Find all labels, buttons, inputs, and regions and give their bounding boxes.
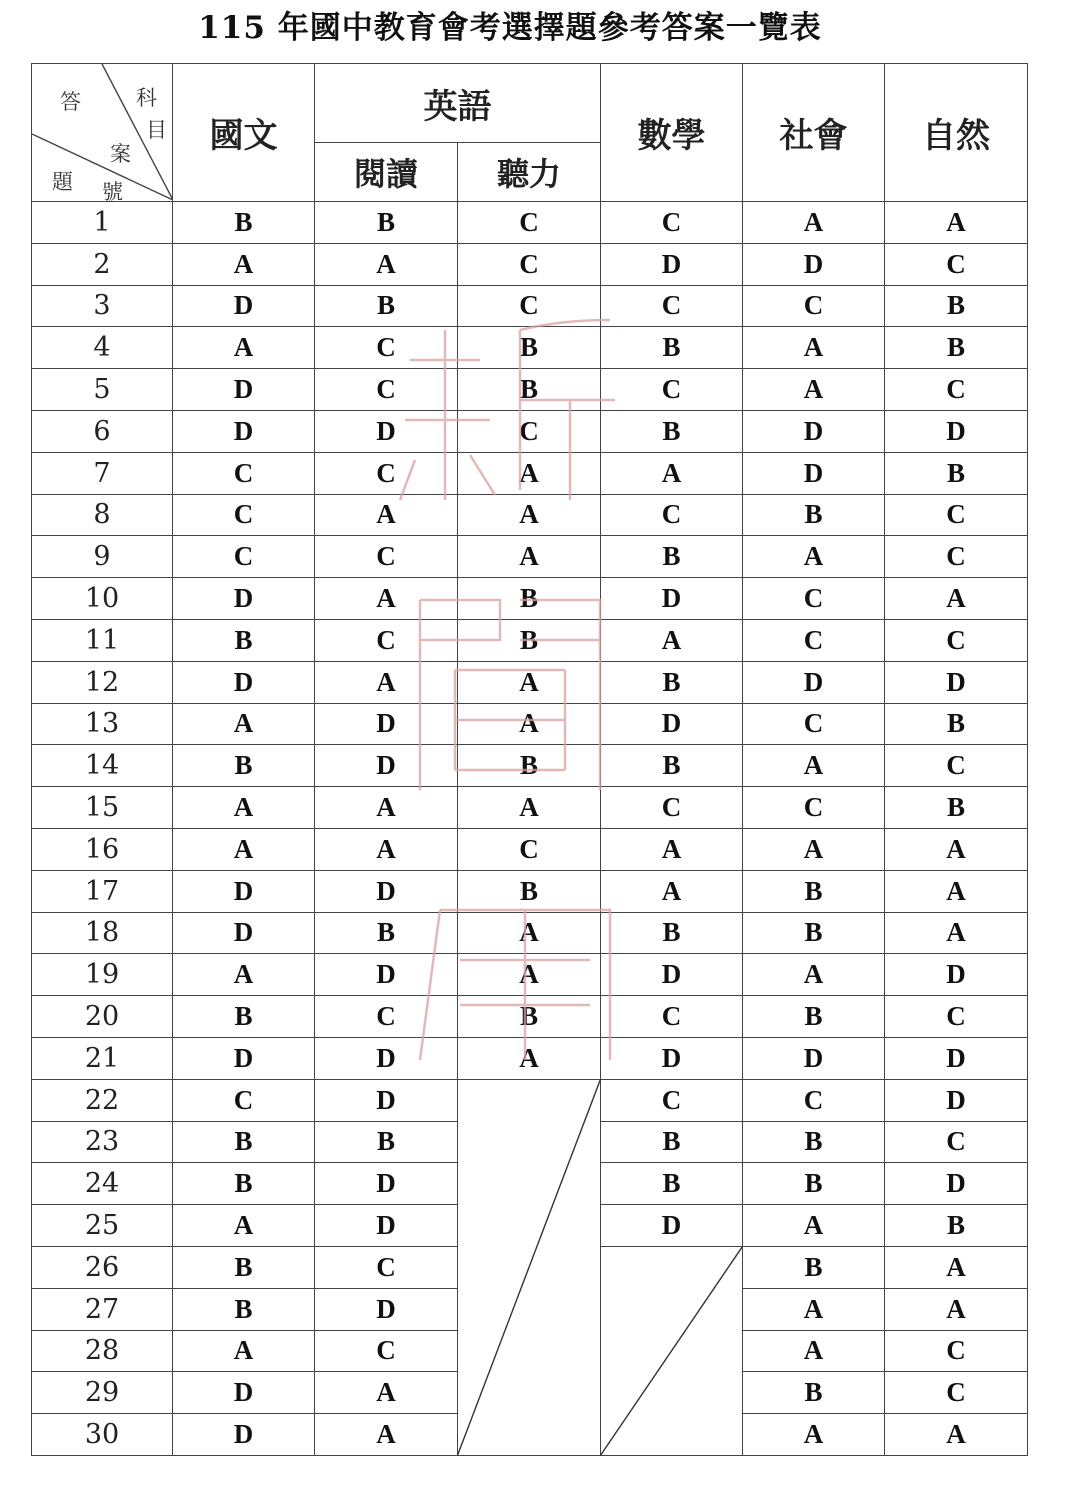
answer-math: C <box>601 202 743 244</box>
answer-science: B <box>885 285 1028 327</box>
answer-science: B <box>885 1205 1028 1247</box>
answer-math <box>601 1372 743 1414</box>
table-row <box>32 1372 1028 1414</box>
answer-chinese: D <box>173 410 315 452</box>
answer-science: D <box>885 661 1028 703</box>
question-number: 3 <box>32 285 173 327</box>
answer-reading: C <box>315 1330 458 1372</box>
question-number: 25 <box>32 1205 173 1247</box>
question-number: 4 <box>32 327 173 369</box>
answer-chinese: A <box>173 327 315 369</box>
question-number: 30 <box>32 1414 173 1456</box>
answer-math: B <box>601 410 743 452</box>
answer-math: B <box>601 1121 743 1163</box>
answer-chinese: D <box>173 1372 315 1414</box>
answer-reading: C <box>315 619 458 661</box>
answer-reading: D <box>315 1288 458 1330</box>
answer-science: A <box>885 1288 1028 1330</box>
answer-listening <box>458 1205 601 1247</box>
answer-reading: B <box>315 912 458 954</box>
answer-chinese: D <box>173 1037 315 1079</box>
answer-chinese: B <box>173 996 315 1038</box>
answer-social: B <box>743 494 885 536</box>
answer-science: C <box>885 745 1028 787</box>
answer-science: D <box>885 1037 1028 1079</box>
answer-social: B <box>743 1372 885 1414</box>
answer-math: A <box>601 452 743 494</box>
table-row <box>32 1288 1028 1330</box>
answer-reading: A <box>315 1414 458 1456</box>
answer-social: A <box>743 536 885 578</box>
question-number: 14 <box>32 745 173 787</box>
answer-math: D <box>601 578 743 620</box>
answer-chinese: A <box>173 954 315 996</box>
answer-social: A <box>743 202 885 244</box>
answer-science: A <box>885 202 1028 244</box>
answer-listening <box>458 1372 601 1414</box>
answer-math <box>601 1414 743 1456</box>
answer-math: B <box>601 327 743 369</box>
header-math: 數學 <box>601 64 743 202</box>
answer-math: A <box>601 828 743 870</box>
answer-science: B <box>885 787 1028 829</box>
answer-science: C <box>885 536 1028 578</box>
question-number: 13 <box>32 703 173 745</box>
answer-science: C <box>885 996 1028 1038</box>
header-english: 英語 <box>315 64 601 143</box>
answer-math <box>601 1330 743 1372</box>
table-row <box>32 1079 1028 1121</box>
answer-social: D <box>743 452 885 494</box>
question-number: 15 <box>32 787 173 829</box>
answer-reading: A <box>315 661 458 703</box>
answer-science: B <box>885 452 1028 494</box>
answer-social: B <box>743 1121 885 1163</box>
table-row <box>32 494 1028 536</box>
table-row <box>32 870 1028 912</box>
answer-reading: C <box>315 452 458 494</box>
corner-answer-label: 答 <box>60 90 81 114</box>
answer-listening: C <box>458 285 601 327</box>
answer-social: B <box>743 912 885 954</box>
question-number: 10 <box>32 578 173 620</box>
answer-listening: A <box>458 494 601 536</box>
answer-math: A <box>601 870 743 912</box>
answer-social: D <box>743 1037 885 1079</box>
question-number: 29 <box>32 1372 173 1414</box>
answer-reading: D <box>315 745 458 787</box>
answer-science: A <box>885 828 1028 870</box>
answer-listening: C <box>458 202 601 244</box>
answer-math: D <box>601 1205 743 1247</box>
answer-social: A <box>743 1205 885 1247</box>
answer-chinese: D <box>173 369 315 411</box>
question-number: 20 <box>32 996 173 1038</box>
answer-math: B <box>601 1163 743 1205</box>
answer-reading: D <box>315 1205 458 1247</box>
corner-number-label: 號 <box>102 180 123 204</box>
answer-reading: D <box>315 1037 458 1079</box>
answer-chinese: A <box>173 1330 315 1372</box>
answer-math: C <box>601 494 743 536</box>
question-number: 17 <box>32 870 173 912</box>
answer-reading: A <box>315 1372 458 1414</box>
answer-science: B <box>885 327 1028 369</box>
answer-social: A <box>743 369 885 411</box>
answer-social: A <box>743 954 885 996</box>
answer-reading: B <box>315 202 458 244</box>
answer-chinese: B <box>173 1163 315 1205</box>
header-english-reading: 閱讀 <box>315 143 458 202</box>
answer-listening <box>458 1121 601 1163</box>
answer-chinese: C <box>173 536 315 578</box>
answer-listening: A <box>458 954 601 996</box>
answer-science: A <box>885 1246 1028 1288</box>
question-number: 11 <box>32 619 173 661</box>
table-row <box>32 410 1028 452</box>
answer-chinese: D <box>173 578 315 620</box>
answer-listening: B <box>458 996 601 1038</box>
answer-listening: A <box>458 452 601 494</box>
answer-reading: D <box>315 1163 458 1205</box>
corner-question-label: 題 <box>52 170 73 194</box>
answer-chinese: D <box>173 1414 315 1456</box>
answer-social: B <box>743 1163 885 1205</box>
answer-chinese: B <box>173 202 315 244</box>
answer-reading: A <box>315 243 458 285</box>
table-row <box>32 1246 1028 1288</box>
answer-reading: D <box>315 410 458 452</box>
table-row <box>32 536 1028 578</box>
answer-math: B <box>601 536 743 578</box>
answer-science: C <box>885 1372 1028 1414</box>
question-number: 23 <box>32 1121 173 1163</box>
answer-reading: B <box>315 1121 458 1163</box>
table-row <box>32 745 1028 787</box>
answer-science: C <box>885 619 1028 661</box>
answer-listening: A <box>458 661 601 703</box>
answer-science: C <box>885 494 1028 536</box>
question-number: 18 <box>32 912 173 954</box>
table-row <box>32 1205 1028 1247</box>
answer-reading: C <box>315 536 458 578</box>
answer-listening <box>458 1288 601 1330</box>
table-row <box>32 578 1028 620</box>
answer-chinese: D <box>173 912 315 954</box>
answer-chinese: D <box>173 285 315 327</box>
answer-listening: C <box>458 243 601 285</box>
answer-reading: C <box>315 327 458 369</box>
answer-listening: A <box>458 703 601 745</box>
answer-math: A <box>601 619 743 661</box>
answer-math: D <box>601 243 743 285</box>
header-english-listening: 聽力 <box>458 143 601 202</box>
answer-social: B <box>743 996 885 1038</box>
answer-math: C <box>601 1079 743 1121</box>
table-row <box>32 661 1028 703</box>
answer-social: C <box>743 703 885 745</box>
answer-listening: B <box>458 870 601 912</box>
table-row <box>32 369 1028 411</box>
answer-math: C <box>601 369 743 411</box>
answer-chinese: D <box>173 661 315 703</box>
answer-science: A <box>885 870 1028 912</box>
answer-reading: C <box>315 1246 458 1288</box>
answer-math <box>601 1246 743 1288</box>
answer-math: D <box>601 1037 743 1079</box>
answer-listening <box>458 1163 601 1205</box>
answer-listening: B <box>458 578 601 620</box>
answer-science: D <box>885 410 1028 452</box>
answer-chinese: B <box>173 619 315 661</box>
answer-science: C <box>885 1121 1028 1163</box>
answer-math: B <box>601 661 743 703</box>
answer-chinese: C <box>173 1079 315 1121</box>
header-chinese: 國文 <box>173 64 315 202</box>
answer-chinese: D <box>173 870 315 912</box>
answer-reading: A <box>315 828 458 870</box>
table-row <box>32 1121 1028 1163</box>
answer-social: D <box>743 661 885 703</box>
table-row <box>32 954 1028 996</box>
answer-reading: A <box>315 494 458 536</box>
answer-social: A <box>743 828 885 870</box>
question-number: 28 <box>32 1330 173 1372</box>
answer-social: D <box>743 410 885 452</box>
corner-subject-label: 科 <box>136 86 157 110</box>
answer-chinese: A <box>173 1205 315 1247</box>
answer-math: D <box>601 954 743 996</box>
answer-reading: D <box>315 954 458 996</box>
answer-social: C <box>743 619 885 661</box>
question-number: 26 <box>32 1246 173 1288</box>
answer-listening: B <box>458 369 601 411</box>
corner-header-cell <box>32 64 173 202</box>
table-row <box>32 1330 1028 1372</box>
answer-reading: A <box>315 787 458 829</box>
table-row <box>32 1037 1028 1079</box>
header-science: 自然 <box>885 64 1028 202</box>
table-row <box>32 1163 1028 1205</box>
question-number: 24 <box>32 1163 173 1205</box>
answer-math <box>601 1288 743 1330</box>
answer-science: A <box>885 1414 1028 1456</box>
answer-social: C <box>743 787 885 829</box>
answer-reading: D <box>315 703 458 745</box>
answer-math: D <box>601 703 743 745</box>
answer-reading: A <box>315 578 458 620</box>
answer-social: A <box>743 327 885 369</box>
answer-chinese: C <box>173 452 315 494</box>
answer-social: B <box>743 870 885 912</box>
answer-reading: D <box>315 870 458 912</box>
answer-social: D <box>743 243 885 285</box>
answer-listening: C <box>458 410 601 452</box>
question-number: 22 <box>32 1079 173 1121</box>
answer-chinese: B <box>173 1121 315 1163</box>
answer-science: B <box>885 703 1028 745</box>
answer-social: C <box>743 285 885 327</box>
question-number: 9 <box>32 536 173 578</box>
question-number: 12 <box>32 661 173 703</box>
answer-listening: A <box>458 536 601 578</box>
answer-listening <box>458 1330 601 1372</box>
answer-science: C <box>885 1330 1028 1372</box>
answer-math: C <box>601 787 743 829</box>
answer-reading: C <box>315 369 458 411</box>
question-number: 1 <box>32 202 173 244</box>
answer-science: C <box>885 243 1028 285</box>
answer-chinese: A <box>173 828 315 870</box>
question-number: 27 <box>32 1288 173 1330</box>
answer-listening: A <box>458 912 601 954</box>
answer-listening: B <box>458 619 601 661</box>
answer-science: A <box>885 578 1028 620</box>
table-row <box>32 912 1028 954</box>
question-number: 8 <box>32 494 173 536</box>
answer-science: D <box>885 1163 1028 1205</box>
answer-science: A <box>885 912 1028 954</box>
answer-social: A <box>743 745 885 787</box>
answer-chinese: C <box>173 494 315 536</box>
answer-listening: B <box>458 327 601 369</box>
answer-listening: A <box>458 787 601 829</box>
question-number: 6 <box>32 410 173 452</box>
table-row <box>32 202 1028 244</box>
answer-science: D <box>885 1079 1028 1121</box>
table-row <box>32 703 1028 745</box>
table-row <box>32 787 1028 829</box>
table-row <box>32 285 1028 327</box>
question-number: 2 <box>32 243 173 285</box>
answer-math: C <box>601 996 743 1038</box>
table-row <box>32 828 1028 870</box>
answer-math: B <box>601 745 743 787</box>
answer-chinese: A <box>173 703 315 745</box>
answer-chinese: B <box>173 1246 315 1288</box>
answer-listening <box>458 1079 601 1121</box>
table-row <box>32 1414 1028 1456</box>
table-row <box>32 996 1028 1038</box>
answer-chinese: B <box>173 745 315 787</box>
answer-math: B <box>601 912 743 954</box>
corner-item-label: 目 <box>146 118 167 142</box>
answer-social: B <box>743 1246 885 1288</box>
answer-listening <box>458 1246 601 1288</box>
answer-listening <box>458 1414 601 1456</box>
answer-listening: B <box>458 745 601 787</box>
question-number: 16 <box>32 828 173 870</box>
question-number: 21 <box>32 1037 173 1079</box>
table-row <box>32 452 1028 494</box>
table-row <box>32 243 1028 285</box>
question-number: 7 <box>32 452 173 494</box>
question-number: 19 <box>32 954 173 996</box>
answer-listening: C <box>458 828 601 870</box>
answer-chinese: A <box>173 787 315 829</box>
page-title: 115 年國中教育會考選擇題參考答案一覽表 <box>198 10 822 46</box>
answer-listening: A <box>458 1037 601 1079</box>
answer-social: A <box>743 1414 885 1456</box>
question-number: 5 <box>32 369 173 411</box>
answer-math: C <box>601 285 743 327</box>
answer-table <box>31 63 1028 1456</box>
answer-chinese: A <box>173 243 315 285</box>
answer-reading: B <box>315 285 458 327</box>
answer-reading: D <box>315 1079 458 1121</box>
header-social: 社會 <box>743 64 885 202</box>
answer-science: D <box>885 954 1028 996</box>
answer-reading: C <box>315 996 458 1038</box>
answer-chinese: B <box>173 1288 315 1330</box>
answer-science: C <box>885 369 1028 411</box>
answer-social: C <box>743 1079 885 1121</box>
table-row <box>32 327 1028 369</box>
answer-social: A <box>743 1330 885 1372</box>
table-row <box>32 619 1028 661</box>
answer-social: A <box>743 1288 885 1330</box>
answer-social: C <box>743 578 885 620</box>
corner-case-label: 案 <box>110 142 131 166</box>
